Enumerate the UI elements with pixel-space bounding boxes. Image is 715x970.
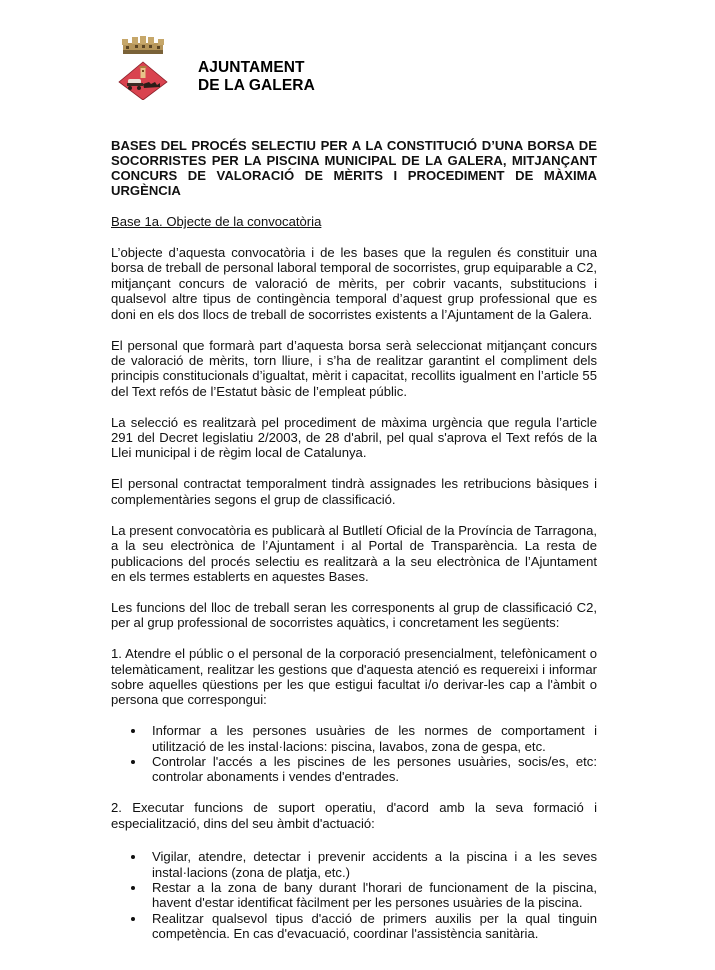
bullet-icon: [131, 729, 135, 733]
paragraph-selection-principles: El personal que formarà part d’aquesta borsa serà seleccionat mitjançant concurs de valoració de mèrits, torn lliure, i s’ha de realitzar garantint el compliment dels principis constitucionals d’igualtat, mèrit i capacitat, recollits igualment en l’article 55 del Text refós de l’Estatut bàsic de l’empleat públic.: [111, 337, 597, 399]
organization-name: [198, 59, 315, 95]
function-item-2: 2. Executar funcions de suport operatiu, d'acord amb la seva formació i especialització, dins del seu àmbit d'actuació:: [111, 800, 597, 831]
bullet-text: Restar a la zona de bany durant l'horari de funcionament de la piscina, havent d'estar identificat fàcilment per les persones usuàries de la piscina.: [152, 880, 597, 911]
function-2-bullet-list: [111, 849, 597, 941]
letterhead: [118, 34, 418, 104]
section-heading: Base 1a. Objecte de la convocatòria: [111, 214, 322, 229]
paragraph-functions-intro: Les funcions del lloc de treball seran les corresponents al grup de classificació C2, per al grup professional de socorristes aquàtics, i concretament les següents:: [111, 599, 597, 631]
bullet-item: [152, 911, 597, 942]
document-title: BASES DEL PROCÉS SELECTIU PER A LA CONSTITUCIÓ D’UNA BORSA DE SOCORRISTES PER LA PISCINA MUNICIPAL DE LA GALERA, MITJANÇANT CONCURS DE VALORACIÓ DE MÈRITS I PROCEDIMENT DE MÀXIMA URGÈNCIA: [111, 138, 597, 198]
bullet-text: Vigilar, atendre, detectar i prevenir accidents a la piscina i a les seves instal·lacions (zona de platja, etc.): [152, 849, 597, 880]
bullet-text: Realitzar qualsevol tipus d'acció de primers auxilis per la qual tinguin competència. En cas d'evacuació, coordinar l'assistència sanitària.: [152, 910, 597, 942]
bullet-icon: [131, 917, 135, 921]
bullet-item: [152, 723, 597, 754]
document-body: [111, 138, 597, 957]
shield-icon: [119, 62, 167, 100]
bullet-icon: [131, 886, 135, 890]
bullet-icon: [131, 760, 135, 764]
organization-name-line2: DE LA GALERA: [198, 77, 315, 94]
coat-of-arms-icon: [118, 34, 174, 100]
paragraph-remuneration: El personal contractat temporalment tindrà assignades les retribucions bàsiques i complementàries segons el grup de classificació.: [111, 476, 597, 507]
crown-icon: [122, 36, 164, 54]
bullet-icon: [131, 855, 135, 859]
bullet-text: Controlar l'accés a les piscines de les persones usuàries, socis/es, etc: controlar abonaments i vendes d'entrades.: [152, 754, 597, 785]
paragraph-urgency-procedure: La selecció es realitzarà pel procediment de màxima urgència que regula l’article 291 del Decret legislatiu 2/2003, de 28 d'abril, pel qual s'aprova el Text refós de la Llei municipal i de règim local de Catalunya.: [111, 414, 597, 461]
bullet-item: [152, 880, 597, 911]
function-item-1: 1. Atendre el públic o el personal de la corporació presencialment, telefònicament o telemàticament, realitzar les gestions que d'aquesta atenció es requereixi i informar sobre aquelles qüestions per les que estigui facultat i/o derivar-les cap a l'àmbit o persona que correspongui:: [111, 646, 597, 708]
bullet-text: Informar a les persones usuàries de les normes de comportament i utilització de les instal·lacions: piscina, lavabos, zona de gespa, etc.: [152, 723, 597, 754]
function-1-bullet-list: [111, 723, 597, 785]
organization-name-line1: AJUNTAMENT: [198, 59, 305, 76]
bullet-item: [152, 849, 597, 880]
paragraph-objective: L’objecte d’aquesta convocatòria i de les bases que la regulen és constituir una borsa de treball de personal laboral temporal de socorristes, grup equiparable a C2, mitjançant concurs de valoració de mèrits, per cobrir vacants, substitucions i qualsevol altre tipus de contingència temporal d’aquest grup professional que es doni en els dos llocs de treball de socorristes existents a l’Ajuntament de la Galera.: [111, 245, 597, 322]
paragraph-publication: La present convocatòria es publicarà al Butlletí Oficial de la Província de Tarragona, a la seu electrònica de l’Ajuntament i al Portal de Transparència. La resta de publicacions del procés selectiu es realitzarà a la seu electrònica de l’Ajuntament en els termes establerts en aquestes Bases.: [111, 522, 597, 584]
bullet-item: [152, 754, 597, 785]
